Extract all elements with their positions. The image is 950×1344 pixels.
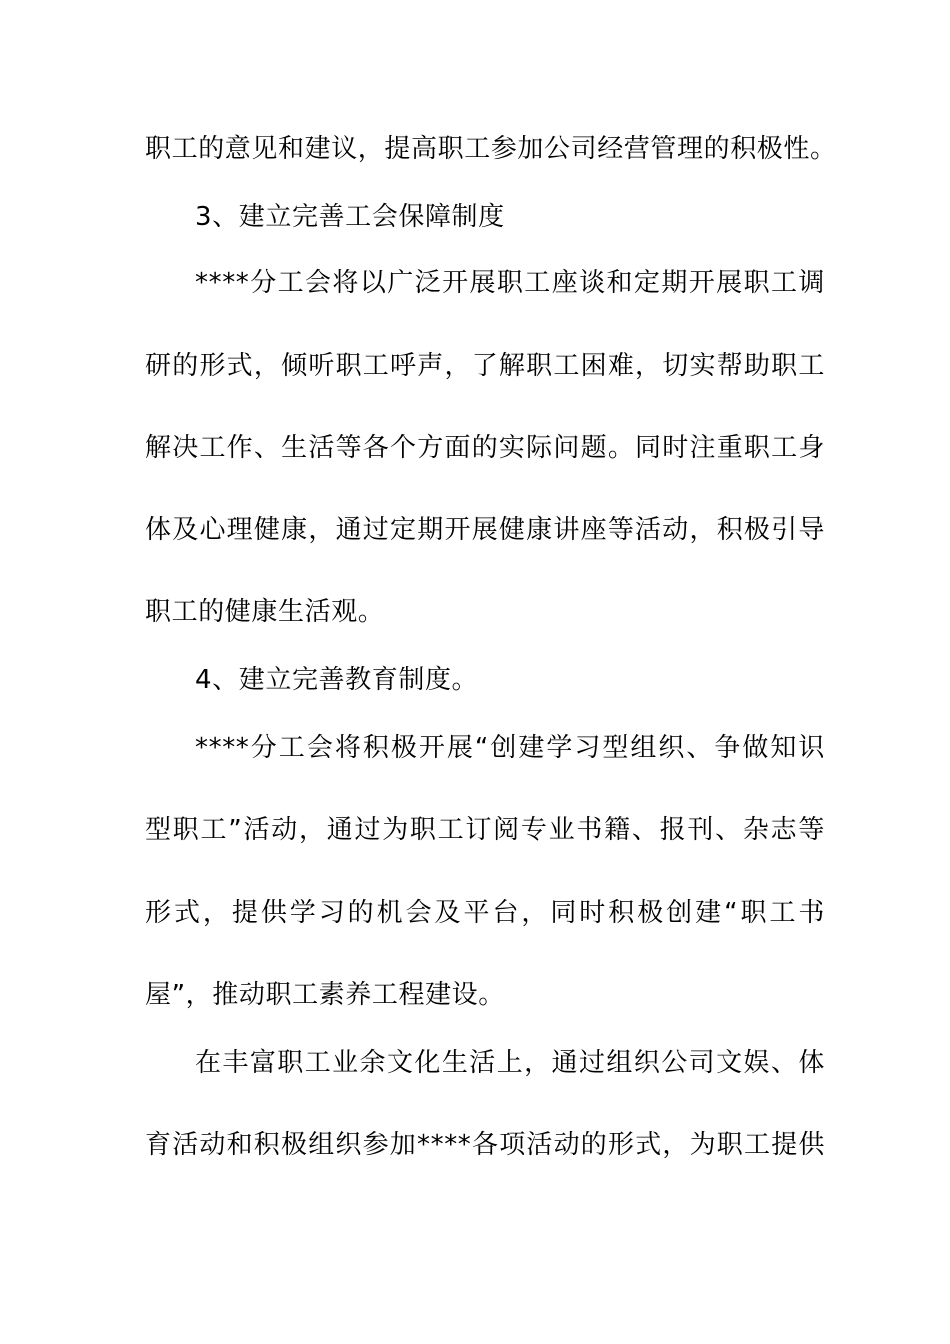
body-text-line: 形式，提供学习的机会及平台，同时积极创建“职工书 — [145, 898, 825, 928]
body-text-line: ****分工会将积极开展“创建学习型组织、争做知识 — [195, 733, 825, 763]
body-text-line: 体及心理健康，通过定期开展健康讲座等活动，积极引导 — [145, 515, 825, 545]
section-heading: 3、建立完善工会保障制度 — [195, 202, 505, 232]
body-text-line: 在丰富职工业余文化生活上，通过组织公司文娱、体 — [195, 1048, 825, 1078]
section-heading: 4、建立完善教育制度。 — [195, 665, 479, 695]
body-text-line: ****分工会将以广泛开展职工座谈和定期开展职工调 — [195, 268, 825, 298]
body-text-line: 职工的健康生活观。 — [145, 597, 385, 627]
body-text-line: 研的形式，倾听职工呼声，了解职工困难，切实帮助职工 — [145, 351, 825, 381]
body-text-line: 育活动和积极组织参加****各项活动的形式，为职工提供 — [145, 1130, 825, 1160]
body-text-line: 型职工”活动，通过为职工订阅专业书籍、报刊、杂志等 — [145, 815, 825, 845]
body-text-line: 职工的意见和建议，提高职工参加公司经营管理的积极性。 — [145, 134, 837, 164]
body-text-line: 解决工作、生活等各个方面的实际问题。同时注重职工身 — [145, 433, 825, 463]
body-text-line: 屋”，推动职工素养工程建设。 — [145, 980, 505, 1010]
